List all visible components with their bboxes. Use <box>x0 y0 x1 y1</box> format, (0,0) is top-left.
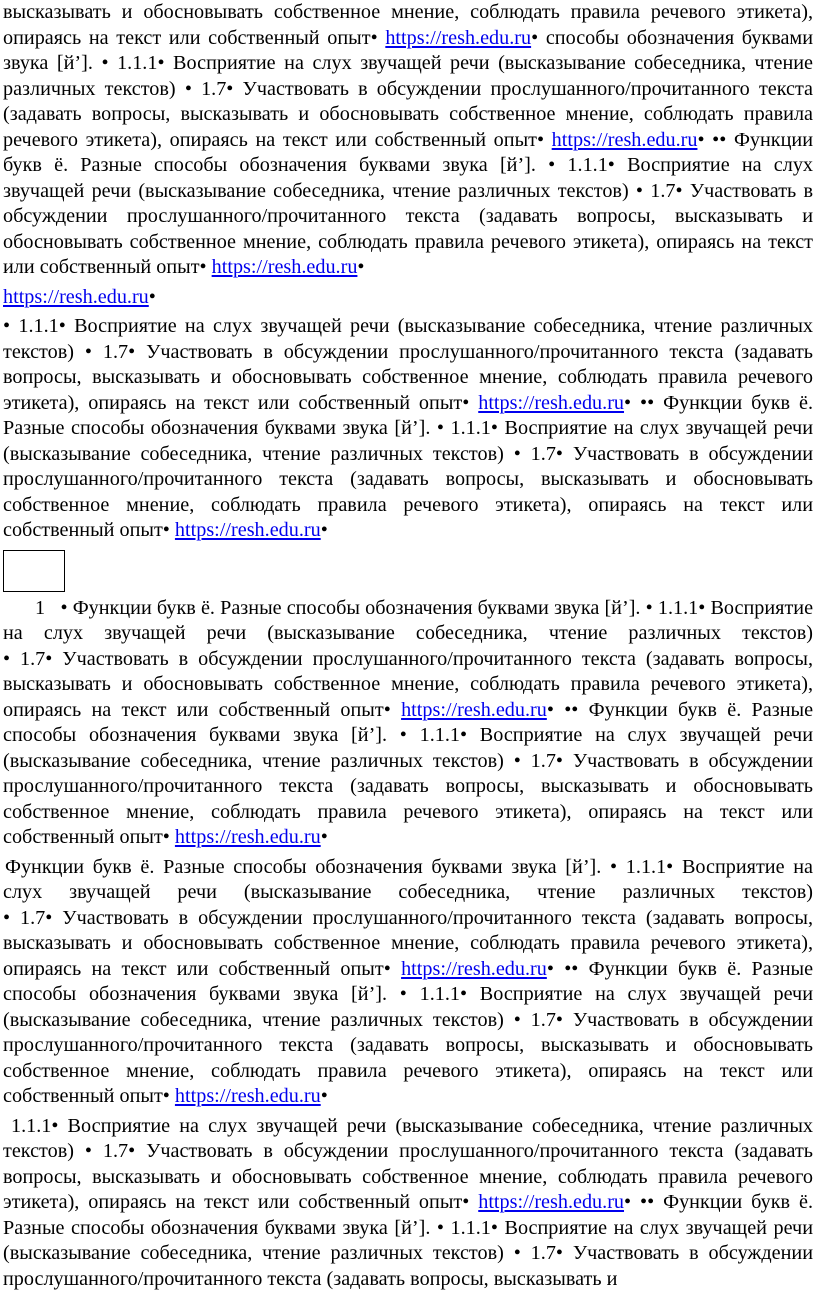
bullet-icon: • <box>85 1140 92 1162</box>
paragraph-2 <box>3 285 813 311</box>
text: Функции букв ё. Разные способы обозначения буквами звука [й’]. <box>3 958 813 1006</box>
text: Участвовать в обсуждении прослушанного/прочитанного текста (задавать вопросы, высказывать и обосновывать собственное мнение, соблюдать правила речевого этикета), опираясь на текст или собственный опыт <box>3 907 813 980</box>
resh-link[interactable]: https://resh.edu.ru <box>212 256 358 278</box>
bullet-icon: • <box>514 1009 521 1031</box>
bullet-icon: • <box>3 648 10 670</box>
bullet-icon: • <box>547 699 554 721</box>
text: Восприятие на слух звучащей речи (высказывание собеседника, чтение различных текстов) <box>3 1217 813 1265</box>
bullet-icon: • <box>357 256 364 278</box>
row-number: 1 <box>35 597 45 619</box>
bullet-icon: • <box>45 648 52 670</box>
bullet-icon: • <box>460 724 467 746</box>
section-number: 1.1.1 <box>626 856 666 878</box>
bullet-icon: • <box>101 52 108 74</box>
bullet-icon: • <box>384 699 391 721</box>
bullet-icon: • <box>51 1115 58 1137</box>
bullet-icon: • <box>531 27 538 49</box>
bullet-icon: • <box>400 983 407 1005</box>
bullet-icon: • <box>85 341 92 363</box>
text: Функции букв ё. Разные способы обозначения буквами звука [й’]. <box>5 856 601 878</box>
text: Участвовать в обсуждении прослушанного/прочитанного текста (задавать вопросы, высказывать и обосновывать собственное мнение, соблюдать правила речевого этикета), опираясь на текст или собственный опыт <box>3 78 813 151</box>
bullet-icon: • <box>697 129 704 151</box>
text: Участвовать в обсуждении прослушанного/прочитанного текста (задавать вопросы, высказывать и <box>3 1242 813 1290</box>
bullet-icon: • <box>200 256 207 278</box>
bullet-icon: • <box>163 1085 170 1107</box>
bullet-icon: • <box>321 826 328 848</box>
bullet-icon: • <box>321 1085 328 1107</box>
section-number: 1.7 <box>103 1140 128 1162</box>
text: Функции букв ё. Разные способы обозначения буквами звука [й’]. <box>3 1191 813 1239</box>
bullet-icon: • <box>719 129 726 151</box>
text: Участвовать в обсуждении прослушанного/прочитанного текста (задавать вопросы, высказывать и обосновывать собственное мнение, соблюдать правила речевого этикета), опираясь на текст или собственный опыт <box>3 750 813 849</box>
bullet-icon: • <box>548 154 555 176</box>
bullet-icon: • <box>185 78 192 100</box>
bullet-icon: • <box>371 27 378 49</box>
bullet-icon: • <box>564 699 571 721</box>
resh-link[interactable]: https://resh.edu.ru <box>175 519 321 541</box>
bullet-icon: • <box>640 1191 647 1213</box>
text: Функции букв ё. Разные способы обозначения буквами звука [й’]. <box>3 699 813 747</box>
section-number: 1.1.1 <box>117 52 157 74</box>
resh-link[interactable]: https://resh.edu.ru <box>3 286 149 308</box>
bullet-icon: • <box>163 826 170 848</box>
bullet-icon: • <box>647 1191 654 1213</box>
resh-link[interactable]: https://resh.edu.ru <box>478 1191 624 1213</box>
text: Восприятие на слух звучащей речи (высказывание собеседника, чтение различных текстов) <box>3 417 813 465</box>
paragraph-4 <box>3 596 813 851</box>
text: Восприятие на слух звучащей речи (высказывание собеседника, чтение различных текстов) <box>3 315 813 363</box>
section-number: 1.1.1 <box>451 1217 491 1239</box>
bullet-icon: • <box>636 180 643 202</box>
section-number: 1.7 <box>531 1242 556 1264</box>
bullet-icon: • <box>571 699 578 721</box>
text: Восприятие на слух звучащей речи (высказывание собеседника, чтение различных текстов) <box>3 1115 813 1163</box>
bullet-icon: • <box>3 315 10 337</box>
bullet-icon: • <box>400 724 407 746</box>
paragraph-6 <box>3 1114 813 1292</box>
text: Функции букв ё. Разные способы обозначения буквами звука [й’]. <box>3 129 813 177</box>
section-number: 1.7 <box>103 341 128 363</box>
text: Восприятие на слух звучащей речи (высказывание собеседника, чтение различных текстов) <box>3 597 813 645</box>
paragraph-1 <box>3 0 813 281</box>
bullet-icon: • <box>624 392 631 414</box>
bullet-icon: • <box>547 958 554 980</box>
bullet-icon: • <box>384 958 391 980</box>
bullet-icon: • <box>646 597 653 619</box>
bullet-icon: • <box>556 750 563 772</box>
bullet-icon: • <box>460 983 467 1005</box>
resh-link[interactable]: https://resh.edu.ru <box>478 392 624 414</box>
bullet-icon: • <box>712 129 719 151</box>
bullet-icon: • <box>556 1009 563 1031</box>
section-number: 1.1.1 <box>420 983 460 1005</box>
text: Участвовать в обсуждении прослушанного/прочитанного текста (задавать вопросы, высказывать и обосновывать собственное мнение, соблюдать правила речевого этикета), опираясь на текст или собственный опыт <box>3 648 813 721</box>
text: Восприятие на слух звучащей речи (высказывание собеседника, чтение различных текстов) <box>3 154 813 202</box>
bullet-icon: • <box>128 341 135 363</box>
text: Участвовать в обсуждении прослушанного/прочитанного текста (задавать вопросы, высказывать и обосновывать собственное мнение, соблюдать правила речевого этикета), опираясь на текст или собственный опыт <box>3 1140 813 1213</box>
section-number: 1.7 <box>531 750 556 772</box>
section-number: 1.1.1 <box>11 1115 51 1137</box>
section-number: 1.1.1 <box>658 597 698 619</box>
bullet-icon: • <box>226 78 233 100</box>
bullet-icon: • <box>571 958 578 980</box>
text: Функции букв ё. Разные способы обозначения буквами звука [й’]. <box>73 597 641 619</box>
section-number: 1.1.1 <box>451 417 491 439</box>
bullet-icon: • <box>698 597 705 619</box>
text: Участвовать в обсуждении прослушанного/прочитанного текста (задавать вопросы, высказывать и обосновывать собственное мнение, соблюдать правила речевого этикета), опираясь на текст или собственный опыт <box>3 180 813 279</box>
resh-link[interactable]: https://resh.edu.ru <box>175 1085 321 1107</box>
section-number: 1.7 <box>531 443 556 465</box>
bullet-icon: • <box>45 907 52 929</box>
bullet-icon: • <box>462 1191 469 1213</box>
section-number: 1.1.1 <box>420 724 460 746</box>
bullet-icon: • <box>514 1242 521 1264</box>
bullet-icon: • <box>491 1217 498 1239</box>
bullet-icon: • <box>610 856 617 878</box>
bullet-icon: • <box>640 392 647 414</box>
bullet-icon: • <box>321 519 328 541</box>
bullet-icon: • <box>157 52 164 74</box>
text: Участвовать в обсуждении прослушанного/прочитанного текста (задавать вопросы, высказывать и обосновывать собственное мнение, соблюдать правила речевого этикета), опираясь на текст или собственный опыт <box>3 341 813 414</box>
section-number: 1.1.1 <box>18 315 58 337</box>
bullet-icon: • <box>556 1242 563 1264</box>
resh-link[interactable]: https://resh.edu.ru <box>401 699 547 721</box>
resh-link[interactable]: https://resh.edu.ru <box>552 129 698 151</box>
section-number: 1.7 <box>20 648 45 670</box>
bullet-icon: • <box>647 392 654 414</box>
bullet-icon: • <box>514 443 521 465</box>
bullet-icon: • <box>556 443 563 465</box>
section-number: 1.7 <box>201 78 226 100</box>
section-number: 1.7 <box>531 1009 556 1031</box>
text: Восприятие на слух звучащей речи (высказывание собеседника, чтение различных текстов) <box>3 983 813 1031</box>
section-number: 1.7 <box>650 180 675 202</box>
text: способы обозначения буквами звука [й’]. <box>3 27 813 75</box>
bullet-icon: • <box>537 129 544 151</box>
bullet-icon: • <box>624 1191 631 1213</box>
bullet-icon: • <box>514 750 521 772</box>
bullet-icon: • <box>437 1217 444 1239</box>
bullet-icon: • <box>3 907 10 929</box>
resh-link[interactable]: https://resh.edu.ru <box>175 826 321 848</box>
text: Функции букв ё. Разные способы обозначения буквами звука [й’]. <box>3 392 813 440</box>
text: Участвовать в обсуждении прослушанного/прочитанного текста (задавать вопросы, высказывать и обосновывать собственное мнение, соблюдать правила речевого этикета), опираясь на текст или собственный опыт <box>3 443 813 542</box>
paragraph-5 <box>3 855 813 1110</box>
text: Восприятие на слух звучащей речи (высказывание собеседника, чтение различных текстов) <box>3 856 813 904</box>
bullet-icon: • <box>60 597 67 619</box>
text: Восприятие на слух звучащей речи (высказывание собеседника, чтение различных текстов) <box>3 52 813 100</box>
bullet-icon: • <box>608 154 615 176</box>
bullet-icon: • <box>128 1140 135 1162</box>
resh-link[interactable]: https://resh.edu.ru <box>385 27 531 49</box>
bullet-icon: • <box>59 315 66 337</box>
bullet-icon: • <box>564 958 571 980</box>
paragraph-3 <box>3 314 813 544</box>
bullet-icon: • <box>666 856 673 878</box>
text: Восприятие на слух звучащей речи (высказывание собеседника, чтение различных текстов) <box>3 724 813 772</box>
resh-link[interactable]: https://resh.edu.ru <box>401 958 547 980</box>
bullet-icon: • <box>491 417 498 439</box>
bullet-icon: • <box>437 417 444 439</box>
bullet-icon: • <box>163 519 170 541</box>
text: высказывать и обосновывать собственное мнение, соблюдать правила речевого этикета), опираясь на текст или собственный опыт <box>3 1 813 49</box>
bullet-icon: • <box>462 392 469 414</box>
bullet-icon: • <box>675 180 682 202</box>
section-number: 1.1.1 <box>567 154 607 176</box>
empty-cell-box <box>3 550 65 592</box>
text: Участвовать в обсуждении прослушанного/прочитанного текста (задавать вопросы, высказывать и обосновывать собственное мнение, соблюдать правила речевого этикета), опираясь на текст или собственный опыт <box>3 1009 813 1108</box>
bullet-icon: • <box>149 286 156 308</box>
section-number: 1.7 <box>20 907 45 929</box>
